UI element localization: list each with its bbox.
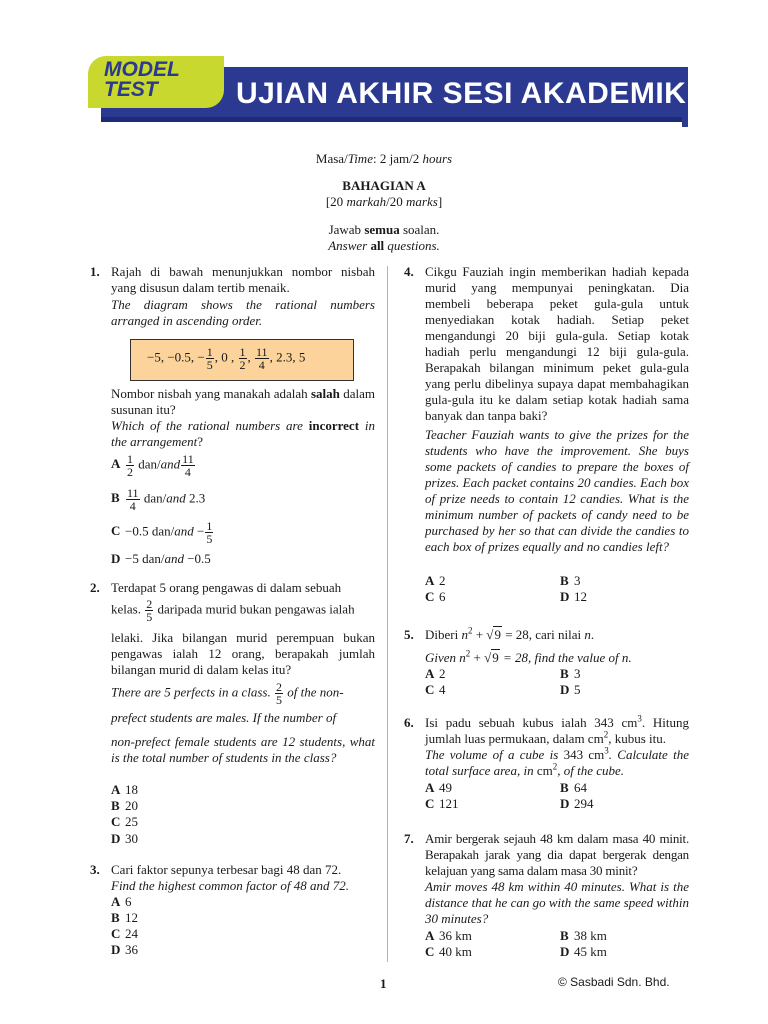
copyright-notice: © Sasbadi Sdn. Bhd. — [558, 975, 670, 989]
option-d[interactable]: D 5 — [560, 682, 581, 697]
option-b[interactable]: B 3 — [560, 666, 581, 681]
option-a[interactable]: A 49 — [425, 780, 452, 795]
question-text-en: Given $n^2 + √9 = 28$, find the value of n. — [425, 648, 632, 665]
question-2 — [90, 580, 375, 850]
question-text-ms: Cari faktor sepunya terbesar bagi 48 dan 72. — [111, 862, 342, 877]
question-text-ms-b: kelas. $\frac{2}{5}$ daripada murid bukan pengawas ialah — [111, 597, 355, 624]
question-text-en-a: There are 5 perfects in a class. $\frac{2}{5}$ of the non- — [111, 680, 344, 707]
option-b[interactable]: B 12 — [111, 910, 138, 925]
instruction-ms: Jawab semua soalan. — [328, 222, 440, 237]
question-4 — [404, 264, 689, 609]
option-c[interactable]: C 6 — [425, 589, 446, 604]
option-d[interactable]: D 45 km — [560, 944, 607, 959]
option-c[interactable]: C 40 km — [425, 944, 472, 959]
question-text-ms: Amir bergerak sejauh 48 km dalam masa 40 minit. Berapakah jarak yang dia dapat bergerak dengan kelajuan yang sama dalam masa 30 minit? — [425, 831, 689, 878]
question-number: 3. — [90, 862, 100, 877]
question-text-en-c: non-prefect female students are 12 students, what is the total number of students in the class? — [111, 734, 375, 765]
question-number: 6. — [404, 715, 414, 730]
option-b[interactable]: B $\frac{11}{4}$ dan/and 2.3 — [111, 486, 206, 513]
question-number: 2. — [90, 580, 100, 595]
header-stripe — [101, 117, 688, 122]
instruction-en: Answer all questions. — [328, 238, 440, 253]
question-7 — [404, 831, 689, 961]
question-text-en: Teacher Fauziah wants to give the prizes for the students who have the improvement. She buys some packets of candies to prepare the boxes of prizes. Each packet contains 20 candies. Each box of prize needs to contain 12 candies. What is the minimum number of packets of candy need to be purchased by her so that can divide the candies to each box of prizes equally and no candies left? — [425, 427, 689, 554]
badge-line-2: TEST — [104, 78, 158, 101]
question-text-ms: Cikgu Fauziah ingin memberikan hadiah kepada murid yang mempunyai peningkatan. Dia membeli beberapa peket gula-gula untuk menyediakan kotak hadiah. Setiap peket mengandungi 20 biji gula-gula. Setiap kotak hadiah perlu mengandungi 12 biji gula-gula. Berapakah bilangan minimum peket gula-gula yang perlu dibelinya supaya dapat membahagikan gula-gula itu ke dalam setiap kotak hadiah sama banyak dan tanpa baki? — [425, 264, 689, 423]
question-text-en: The volume of a cube is 343 $cm^3$. Calculate the total surface area, in $cm^2$, of the cube. — [425, 745, 689, 778]
option-a[interactable]: A 2 — [425, 573, 446, 588]
option-d[interactable]: D 294 — [560, 796, 594, 811]
question-text-en: Find the highest common factor of 48 and 72. — [111, 878, 349, 893]
rational-numbers-sequence: −5, −0.5, − $\frac{1}{5}$ , 0 , $\frac{1}{2}$ , $\frac{11}{4}$ , 2.3, 5 — [147, 345, 306, 372]
question-number: 1. — [90, 264, 100, 279]
question-text-ms: Rajah di bawah menunjukkan nombor nisbah yang disusun dalam tertib menaik. — [111, 264, 375, 295]
option-a[interactable]: A $\frac{1}{2}$ dan/and $\frac{11}{4}$ — [111, 452, 194, 479]
badge-line-1: MODEL — [104, 58, 180, 81]
question-text-ms-2: Nombor nisbah yang manakah adalah salah dalam susunan itu? — [111, 386, 375, 417]
question-text-en-2: Which of the rational numbers are incorrect in the arrangement? — [111, 418, 375, 449]
question-text-ms-a: Terdapat 5 orang pengawas di dalam sebuah — [111, 580, 342, 595]
option-a[interactable]: A 6 — [111, 894, 132, 909]
option-c[interactable]: C −0.5 dan/and − $\frac{1}{5}$ — [111, 519, 213, 546]
question-3 — [90, 862, 375, 962]
option-b[interactable]: B 20 — [111, 798, 138, 813]
marks-line: [20 markah/20 marks] — [325, 194, 443, 209]
option-b[interactable]: B 3 — [560, 573, 581, 588]
question-number: 5. — [404, 627, 414, 642]
option-c[interactable]: C 4 — [425, 682, 446, 697]
option-a[interactable]: A 2 — [425, 666, 446, 681]
question-text-ms-c: lelaki. Jika bilangan murid perempuan bukan pengawas ialah 12 orang, berapakah jumlah bilangan murid di dalam kelas itu? — [111, 630, 375, 677]
model-test-label — [104, 60, 180, 100]
option-c[interactable]: C 24 — [111, 926, 138, 941]
question-6 — [404, 715, 689, 815]
option-c[interactable]: C 25 — [111, 814, 138, 829]
section-title: BAHAGIAN A — [342, 178, 426, 193]
option-d[interactable]: D 12 — [560, 589, 587, 604]
question-number: 7. — [404, 831, 414, 846]
option-d[interactable]: D 30 — [111, 831, 138, 846]
page-title: UJIAN AKHIR SESI AKADEMIK — [236, 77, 687, 110]
option-c[interactable]: C 121 — [425, 796, 459, 811]
rational-numbers-box — [130, 339, 354, 381]
option-b[interactable]: B 64 — [560, 780, 587, 795]
question-text-ms: Diberi $n^2 + √9 = 28$, cari nilai n. — [425, 625, 595, 642]
option-a[interactable]: A 36 km — [425, 928, 472, 943]
question-5 — [404, 627, 689, 697]
column-divider — [387, 266, 388, 962]
time-line: Masa/Time: 2 jam/2 hours — [315, 151, 453, 166]
option-b[interactable]: B 38 km — [560, 928, 607, 943]
question-text-en: Amir moves 48 km within 40 minutes. What is the distance that he can go with the same speed within 30 minutes? — [425, 879, 689, 926]
option-a[interactable]: A 18 — [111, 782, 138, 797]
question-text-en-b: prefect students are males. If the number of — [111, 710, 337, 725]
question-text-en: The diagram shows the rational numbers arranged in ascending order. — [111, 297, 375, 328]
page-number: 1 — [380, 976, 387, 991]
option-d[interactable]: D −5 dan/and −0.5 — [111, 551, 211, 566]
question-number: 4. — [404, 264, 414, 279]
question-1 — [90, 264, 375, 574]
question-text-ms: Isi padu sebuah kubus ialah 343 $cm^3$. Hitung jumlah luas permukaan, dalam $cm^2$, kubus itu. — [425, 713, 689, 746]
option-d[interactable]: D 36 — [111, 942, 138, 957]
